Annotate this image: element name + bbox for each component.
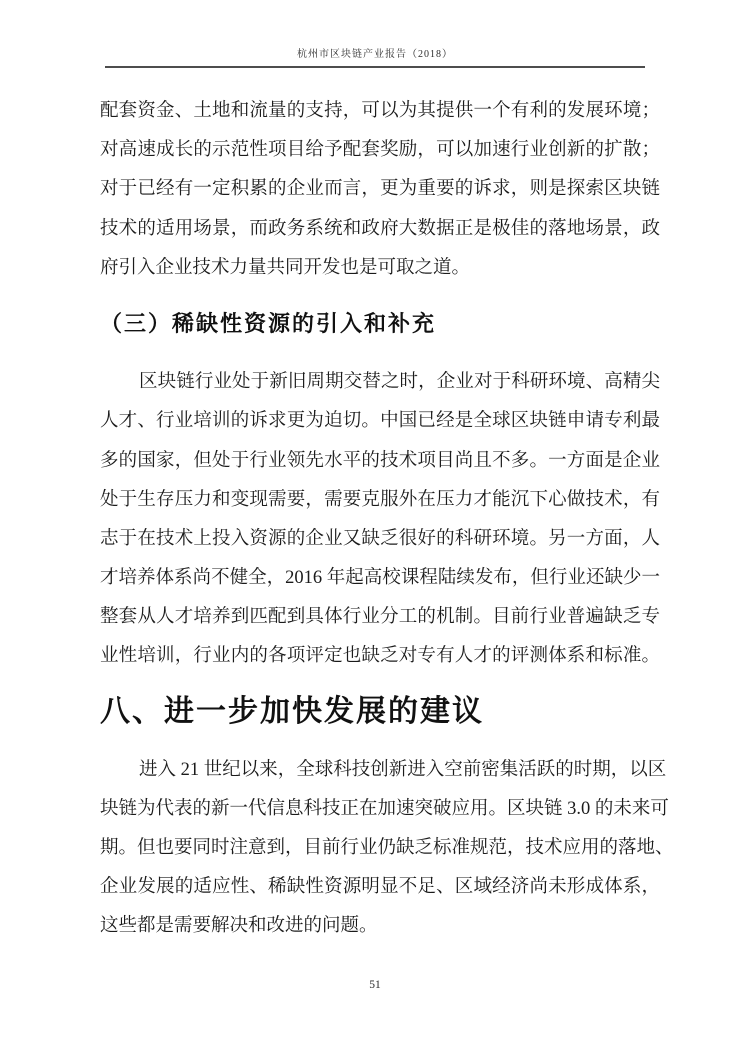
text-line: 对高速成长的示范性项目给予配套奖励，可以加速行业创新的扩散； — [100, 140, 660, 161]
paragraph-1 — [100, 92, 660, 288]
text-line: 府引入企业技术力量共同开发也是可取之道。 — [100, 257, 471, 278]
text-line: 区块链行业处于新旧周期交替之时，企业对于科研环境、高精尖 — [139, 372, 660, 393]
section-heading-scarce-resources: （三）稀缺性资源的引入和补充 — [100, 310, 437, 336]
page-content — [100, 92, 674, 947]
text-line: 进入 21 世纪以来，全球科技创新进入空前密集活跃的时期，以区 — [139, 759, 667, 780]
text-line: 这些都是需要解决和改进的问题。 — [100, 916, 378, 937]
text-line: 处于生存压力和变现需要，需要克服外在压力才能沉下心做技术，有 — [100, 489, 660, 510]
text-line: 整套从人才培养到匹配到具体行业分工的机制。目前行业普遍缺乏专 — [100, 607, 660, 628]
text-line: 人才、行业培训的诉求更为迫切。中国已经是全球区块链申请专利最 — [100, 411, 660, 432]
text-line: 多的国家，但处于行业领先水平的技术项目尚且不多。一方面是企业 — [100, 450, 660, 471]
text-line: 期。但也要同时注意到，目前行业仍缺乏标准规范，技术应用的落地、 — [100, 838, 674, 858]
header-title: 杭州市区块链产业报告（2018） — [297, 49, 453, 60]
text-line: 块链为代表的新一代信息科技正在加速突破应用。区块链 3.0 的未来可 — [100, 798, 669, 819]
text-line: 才培养体系尚不健全，2016 年起高校课程陆续发布，但行业还缺少一 — [100, 568, 660, 589]
paragraph-2 — [100, 363, 660, 677]
text-line: 志于在技术上投入资源的企业又缺乏很好的科研环境。另一方面，人 — [100, 528, 660, 549]
paragraph-3 — [100, 751, 674, 947]
text-line: 技术的适用场景，而政务系统和政府大数据正是极佳的落地场景，政 — [100, 218, 660, 239]
chapter-heading-development-suggestions: 八、进一步加快发展的建议 — [100, 694, 484, 728]
text-line: 对于已经有一定积累的企业而言，更为重要的诉求，则是探索区块链 — [100, 179, 660, 200]
page-number: 51 — [369, 979, 381, 991]
running-header — [105, 48, 645, 68]
text-line: 企业发展的适应性、稀缺性资源明显不足、区域经济尚未形成体系， — [100, 877, 660, 898]
text-line: 业性培训，行业内的各项评定也缺乏对专有人才的评测体系和标准。 — [100, 646, 660, 667]
text-line: 配套资金、土地和流量的支持，可以为其提供一个有利的发展环境； — [100, 101, 660, 121]
